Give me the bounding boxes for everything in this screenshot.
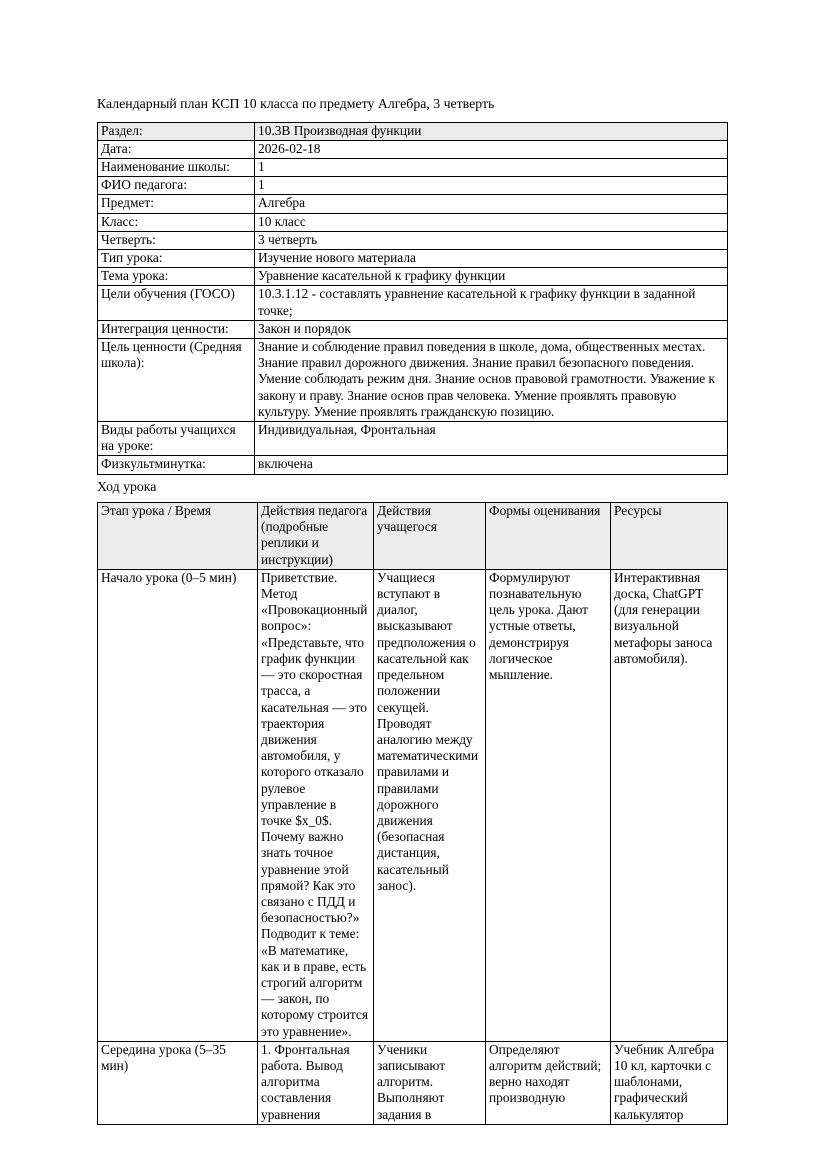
- info-label: ФИО педагога:: [98, 177, 255, 195]
- table-row: [98, 421, 728, 455]
- stage-cell: Середина урока (5–35 мин): [98, 1041, 258, 1124]
- info-value: Уравнение касательной к графику функции: [255, 268, 728, 286]
- assessment-cell: Формулируют познавательную цель урока. Дают устные ответы, демонстрируя логическое мышление.: [486, 569, 611, 1041]
- table-row: [98, 213, 728, 231]
- info-label: Виды работы учащихся на уроке:: [98, 421, 255, 455]
- info-label: Класс:: [98, 213, 255, 231]
- section-heading: Ход урока: [97, 478, 157, 494]
- student-actions-cell: Ученики записывают алгоритм. Выполняют задания в: [374, 1041, 486, 1124]
- info-label: Дата:: [98, 140, 255, 158]
- table-row: [98, 231, 728, 249]
- table-header-row: [98, 503, 728, 570]
- resources-cell: Учебник Алгебра 10 кл, карточки с шаблонами, графический калькулятор: [611, 1041, 728, 1124]
- table-row: [98, 195, 728, 213]
- info-label: Тема урока:: [98, 268, 255, 286]
- col-header-student-actions: Действия учащегося: [374, 503, 486, 570]
- col-header-stage: Этап урока / Время: [98, 503, 258, 570]
- table-row: [98, 338, 728, 421]
- info-label: Физкультминутка:: [98, 456, 255, 474]
- resources-cell: Интерактивная доска, ChatGPT (для генерации визуальной метафоры заноса автомобиля).: [611, 569, 728, 1041]
- info-value: 10.3B Производная функции: [255, 122, 728, 140]
- info-label: Тип урока:: [98, 249, 255, 267]
- info-value: 2026-02-18: [255, 140, 728, 158]
- col-header-assessment: Формы оценивания: [486, 503, 611, 570]
- info-label: Интеграция ценности:: [98, 320, 255, 338]
- info-value: Индивидуальная, Фронтальная: [255, 421, 728, 455]
- table-row: [98, 249, 728, 267]
- info-value: 10.3.1.12 - составлять уравнение касательной к графику функции в заданной точке;: [255, 286, 728, 320]
- info-label: Наименование школы:: [98, 158, 255, 176]
- info-value: 1: [255, 158, 728, 176]
- info-label: Цель ценности (Средняя школа):: [98, 338, 255, 421]
- info-label: Цели обучения (ГОСО): [98, 286, 255, 320]
- assessment-cell: Определяют алгоритм действий; верно находят производную: [486, 1041, 611, 1124]
- student-actions-cell: Учащиеся вступают в диалог, высказывают предположения о касательной как предельном положении секущей. Проводят аналогию между математическими правилами и правилами дорожного движения (безопасная дистанция, касательный занос).: [374, 569, 486, 1041]
- info-value: Изучение нового материала: [255, 249, 728, 267]
- table-row: [98, 569, 728, 1041]
- info-label: Предмет:: [98, 195, 255, 213]
- table-row: [98, 268, 728, 286]
- col-header-teacher-actions: Действия педагога (подробные реплики и инструкции): [258, 503, 374, 570]
- teacher-actions-cell: 1. Фронтальная работа. Вывод алгоритма составления уравнения: [258, 1041, 374, 1124]
- page-title: Календарный план КСП 10 класса по предмету Алгебра, 3 четверть: [97, 96, 495, 111]
- info-value: 3 четверть: [255, 231, 728, 249]
- info-value: 10 класс: [255, 213, 728, 231]
- table-row: [98, 320, 728, 338]
- lesson-flow-table: [97, 502, 728, 1125]
- table-row: [98, 140, 728, 158]
- info-value: Закон и порядок: [255, 320, 728, 338]
- page-content: [97, 96, 727, 1125]
- info-label: Четверть:: [98, 231, 255, 249]
- info-label: Раздел:: [98, 122, 255, 140]
- table-row: [98, 1041, 728, 1124]
- info-value: 1: [255, 177, 728, 195]
- col-header-resources: Ресурсы: [611, 503, 728, 570]
- info-value: включена: [255, 456, 728, 474]
- table-row: [98, 456, 728, 474]
- teacher-actions-cell: Приветствие. Метод «Провокационный вопрос»: «Представьте, что график функции — это скоростная трасса, а касательная — это траектория движения автомобиля, у которого отказало рулевое управление в точке $x_0$. Почему важно знать точное уравнение этой прямой? Как это связано с ПДД и безопасностью?» Подводит к теме: «В математике, как и в праве, есть строгий алгоритм — закон, по которому строится это уравнение».: [258, 569, 374, 1041]
- stage-cell: Начало урока (0–5 мин): [98, 569, 258, 1041]
- info-value: Знание и соблюдение правил поведения в школе, дома, общественных местах. Знание правил дорожного движения. Знание правил безопасного поведения. Умение соблюдать режим дня. Знание основ правовой грамотности. Уважение к закону и праву. Знание основ прав человека. Умение проявлять правовую культуру. Умение проявлять гражданскую позицию.: [255, 338, 728, 421]
- table-row: [98, 158, 728, 176]
- table-row: [98, 177, 728, 195]
- info-value: Алгебра: [255, 195, 728, 213]
- table-row: [98, 286, 728, 320]
- table-row: [98, 122, 728, 140]
- lesson-info-table: [97, 122, 728, 475]
